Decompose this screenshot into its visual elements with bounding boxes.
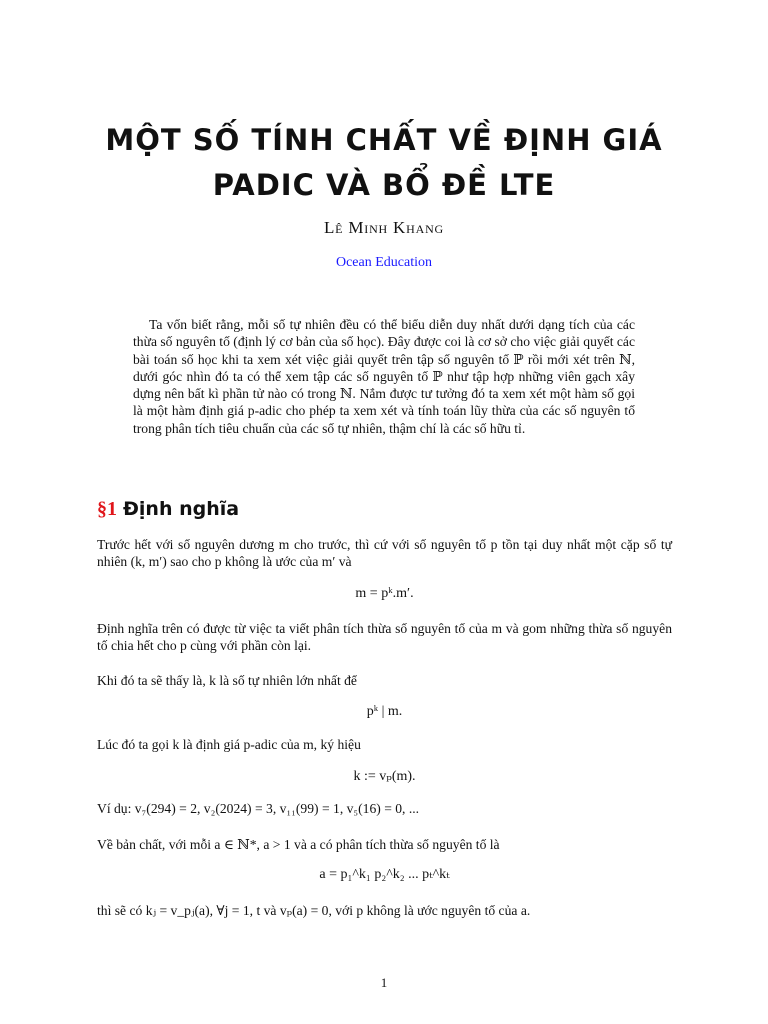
paragraph-7: thì sẽ có kⱼ = v_pⱼ(a), ∀j = 1, t và vₚ(a) = 0, với p không là ước nguyên tố của a. [97,903,531,918]
equation-2: pᵏ | m. [366,704,403,719]
title-line-1: MỘT SỐ TÍNH CHẤT VỀ ĐỊNH GIÁ [105,123,663,157]
equation-4: a = p₁^k₁ p₂^k₂ ... pₜ^kₜ [319,867,450,882]
equation-1: m = pᵏ.m′. [355,586,414,601]
paragraph-4: Lúc đó ta gọi k là định giá p-adic của m, ký hiệu [97,737,361,752]
author-name: Lê Minh Khang [324,218,444,237]
affiliation-link[interactable]: Ocean Education [335,255,432,270]
section-heading [97,496,239,521]
paragraph-5: Ví dụ: v₇(294) = 2, v₂(2024) = 3, v₁₁(99) = 1, v₅(16) = 0, ... [97,801,420,816]
section-title: Định nghĩa [123,498,240,520]
paper-title [40,118,728,208]
paragraph-6: Về bản chất, với mỗi a ∈ ℕ*, a > 1 và a có phân tích thừa số nguyên tố là [97,837,500,852]
paragraph-1: Trước hết với số nguyên dương m cho trước, thì cứ với số nguyên tố p tồn tại duy nhất một cặp số tự nhiên (k, m′) sao cho p không là ước của m′ và [97,537,672,570]
abstract: Ta vốn biết rằng, mỗi số tự nhiên đều có thể biểu diễn duy nhất dưới dạng tích của các thừa số nguyên tố (định lý cơ bản của số học). Đây được coi là cơ sở cho việc giải quyết các bài toán số học khi ta xem xét việc giải quyết trên tập số nguyên tố ℙ rồi mới xét trên ℕ, dưới góc nhìn đó ta có thể xem tập các số nguyên tố ℙ như tập hợp những viên gạch xây dựng nên bất kì phần tử nào có trong ℕ. Nắm được tư tưởng đó ta xem xét một hàm số gọi là một hàm định giá p-adic cho phép ta xem xét và tính toán lũy thừa của các số nguyên tố trong phân tích tiêu chuẩn của các số tự nhiên, thậm chí là các số hữu tỉ. [133,317,635,436]
title-line-2: PADIC VÀ BỔ ĐỀ LTE [212,168,556,202]
section-number: §1 [97,498,117,520]
paragraph-2: Định nghĩa trên có được từ việc ta viết phân tích thừa số nguyên tố của m và gom những thừa số nguyên tố chia hết cho p cùng với phần còn lại. [97,621,672,654]
paragraph-3: Khi đó ta sẽ thấy là, k là số tự nhiên lớn nhất để [97,673,357,688]
page-number: 1 [380,975,388,990]
equation-3: k := vₚ(m). [353,769,416,784]
